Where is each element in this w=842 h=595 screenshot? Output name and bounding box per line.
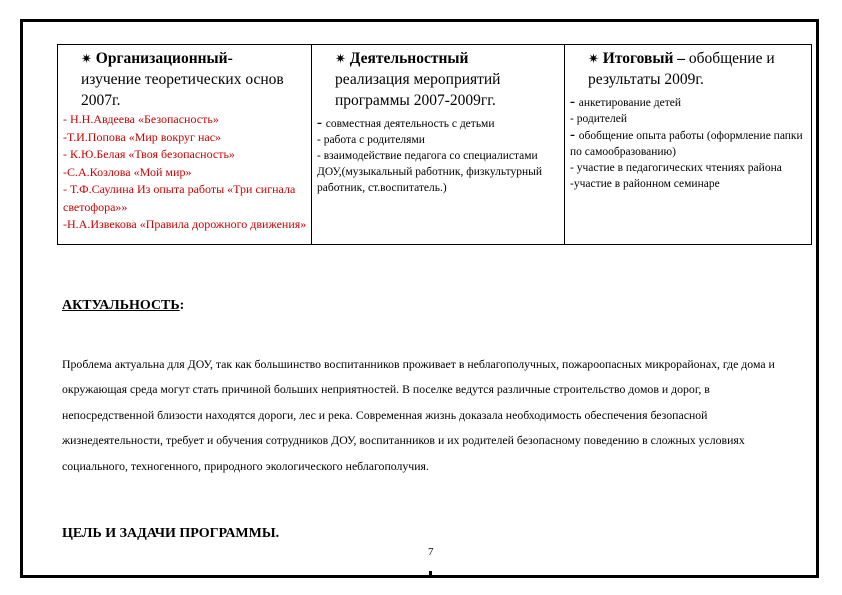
activity-list bbox=[317, 115, 560, 196]
list-item: -Т.И.Попова «Мир вокруг нас» bbox=[63, 129, 222, 144]
phase-final-cell bbox=[565, 45, 812, 245]
list-item: -участие в районном семинаре bbox=[570, 178, 720, 190]
page-number: 7 bbox=[428, 546, 434, 558]
literature-list bbox=[63, 111, 307, 234]
list-item: - участие в педагогических чтениях района bbox=[570, 162, 782, 174]
phase-title-bold: Деятельностный bbox=[349, 50, 469, 67]
table-row bbox=[58, 45, 812, 245]
program-phases-table bbox=[57, 44, 812, 245]
list-item: - работа с родителями bbox=[317, 134, 425, 146]
page-marker bbox=[429, 571, 432, 575]
relevance-paragraph: Проблема актуальна для ДОУ, так как большинство воспитанников проживает в неблагополучных, пожароопасных микрорайонах, где дома и окружающая среда могут стать причиной больших неприятностей. В поселке ведутся различные строительство домов и дорог, в непосредственной близости находятся дороги, лес и река. Современная жизнь доказала необходимость обеспечения безопасной жизнедеятельности, требует и обучения сотрудников ДОУ, воспитанников и их родителей безопасному поведению в сложных условиях социального, техногенного, природного экологического неблагополучия. bbox=[62, 357, 775, 473]
list-item: - родителей bbox=[570, 113, 628, 125]
section-heading-goals: ЦЕЛЬ И ЗАДАЧИ ПРОГРАММЫ. bbox=[62, 526, 280, 541]
phase-heading bbox=[335, 48, 560, 111]
phase-title-rest: реализация мероприятий программы 2007-2009гг. bbox=[335, 71, 501, 109]
list-item: - обобщение опыта работы (оформление папки по самообразованию) bbox=[570, 127, 803, 158]
list-item: - взаимодействие педагога со специалистами ДОУ,(музыкальный работник, физкультурный работник, ст.воспитатель.) bbox=[317, 150, 543, 194]
list-item: -С.А.Козлова «Мой мир» bbox=[63, 164, 192, 179]
list-item: - Т.Ф.Саулина Из опыта работы «Три сигнала светофора»» bbox=[63, 182, 296, 214]
list-item: - К.Ю.Белая «Твоя безопасность» bbox=[63, 147, 235, 161]
star-bullet-icon: ✷ bbox=[81, 51, 92, 66]
phase-title-rest: обобщение и результаты 2009г. bbox=[588, 50, 775, 88]
list-item: - Н.Н.Авдеева «Безопасность» bbox=[63, 112, 219, 126]
list-item: - совместная деятельность с детьми bbox=[317, 115, 495, 131]
section-heading-relevance: АКТУАЛЬНОСТЬ: bbox=[62, 298, 185, 313]
phase-title-bold: Организационный- bbox=[95, 50, 233, 67]
phase-title-bold: Итоговый – bbox=[602, 50, 686, 67]
results-list bbox=[570, 94, 807, 192]
list-item: -Н.А.Извекова «Правила дорожного движения» bbox=[63, 217, 307, 231]
phase-heading bbox=[81, 48, 307, 111]
list-item: - анкетирование детей bbox=[570, 94, 682, 110]
star-bullet-icon: ✷ bbox=[588, 51, 599, 66]
phase-activity-cell bbox=[312, 45, 565, 245]
phase-title-rest: изучение теоретических основ 2007г. bbox=[81, 71, 284, 109]
phase-organizational-cell bbox=[58, 45, 312, 245]
phase-heading bbox=[588, 48, 807, 90]
star-bullet-icon: ✷ bbox=[335, 51, 346, 66]
